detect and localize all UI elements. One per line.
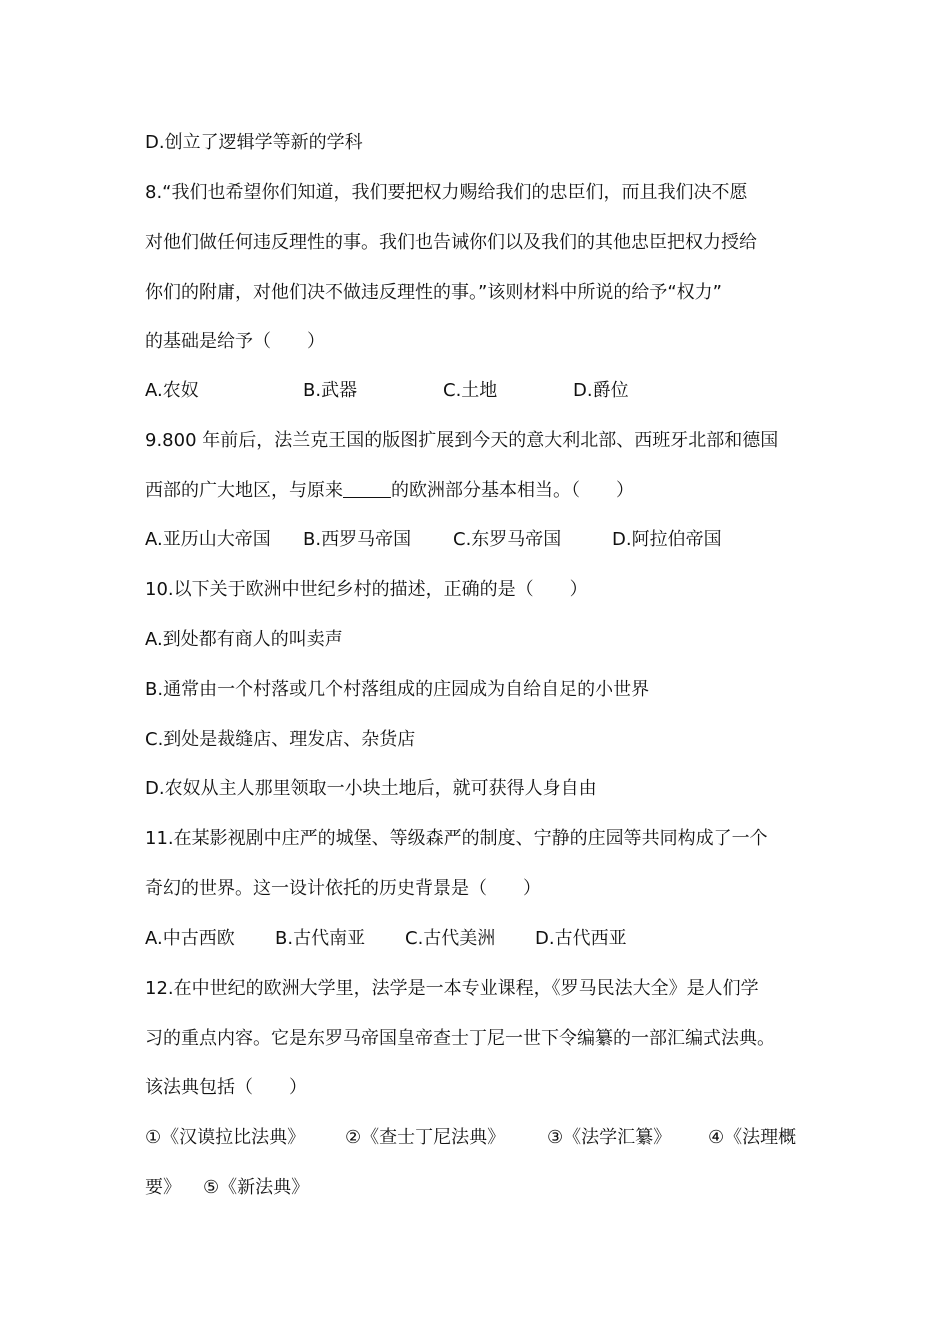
fill-in-blank	[343, 479, 391, 498]
q12-item-4-cont: 要》	[145, 1177, 181, 1198]
q9-option-c: C.东罗马帝国	[453, 529, 562, 550]
q9-line-2	[145, 479, 825, 503]
q11-option-a: A.中古西欧	[145, 928, 235, 949]
q7-option-d: D.创立了逻辑学等新的学科	[145, 132, 363, 153]
q8-option-b: B.武器	[303, 380, 358, 401]
q12-item-4: ④《法理概	[708, 1127, 797, 1148]
q11-option-c: C.古代美洲	[405, 928, 496, 949]
q9-line-2-end: 的欧洲部分基本相当。（ ）	[391, 480, 634, 501]
q11-option-b: B.古代南亚	[275, 928, 366, 949]
q11-line-1: 11.在某影视剧中庄严的城堡、等级森严的制度、宁静的庄园等共同构成了一个	[145, 828, 768, 849]
q12-line-1: 12.在中世纪的欧洲大学里，法学是一本专业课程，《罗马民法大全》是人们学	[145, 978, 759, 999]
q12-item-1: ①《汉谟拉比法典》	[145, 1127, 306, 1148]
q10-option-d: D.农奴从主人那里领取一小块土地后，就可获得人身自由	[145, 778, 597, 799]
q8-option-c: C.土地	[443, 380, 498, 401]
q8-option-a: A.农奴	[145, 380, 199, 401]
q9-line-2-start: 西部的广大地区，与原来	[145, 480, 343, 501]
q8-line-1: 8.“我们也希望你们知道，我们要把权力赐给我们的忠臣们，而且我们决不愿	[145, 182, 748, 203]
q12-item-2: ②《查士丁尼法典》	[345, 1127, 506, 1148]
q12-item-5: ⑤《新法典》	[203, 1177, 310, 1198]
q12-line-3: 该法典包括（ ）	[145, 1077, 307, 1098]
q9-option-d: D.阿拉伯帝国	[612, 529, 722, 550]
q8-line-4: 的基础是给予（ ）	[145, 331, 325, 352]
q8-option-d: D.爵位	[573, 380, 629, 401]
q12-line-2: 习的重点内容。它是东罗马帝国皇帝查士丁尼一世下令编纂的一部汇编式法典。	[145, 1028, 775, 1049]
q9-option-a: A.亚历山大帝国	[145, 529, 271, 550]
q8-line-3: 你们的附庸，对他们决不做违反理性的事。”该则材料中所说的给予“权力”	[145, 282, 722, 303]
q9-option-b: B.西罗马帝国	[303, 529, 412, 550]
q11-option-d: D.古代西亚	[535, 928, 627, 949]
q10-option-c: C.到处是裁缝店、理发店、杂货店	[145, 729, 416, 750]
q10-option-a: A.到处都有商人的叫卖声	[145, 629, 343, 650]
q12-item-3: ③《法学汇纂》	[547, 1127, 672, 1148]
q9-line-1: 9.800 年前后，法兰克王国的版图扩展到今天的意大利北部、西班牙北部和德国	[145, 430, 779, 451]
q8-line-2: 对他们做任何违反理性的事。我们也告诫你们以及我们的其他忠臣把权力授给	[145, 232, 757, 253]
q10-line-1: 10.以下关于欧洲中世纪乡村的描述，正确的是（ ）	[145, 579, 588, 600]
q10-option-b: B.通常由一个村落或几个村落组成的庄园成为自给自足的小世界	[145, 679, 650, 700]
q11-line-2: 奇幻的世界。这一设计依托的历史背景是（ ）	[145, 878, 541, 899]
